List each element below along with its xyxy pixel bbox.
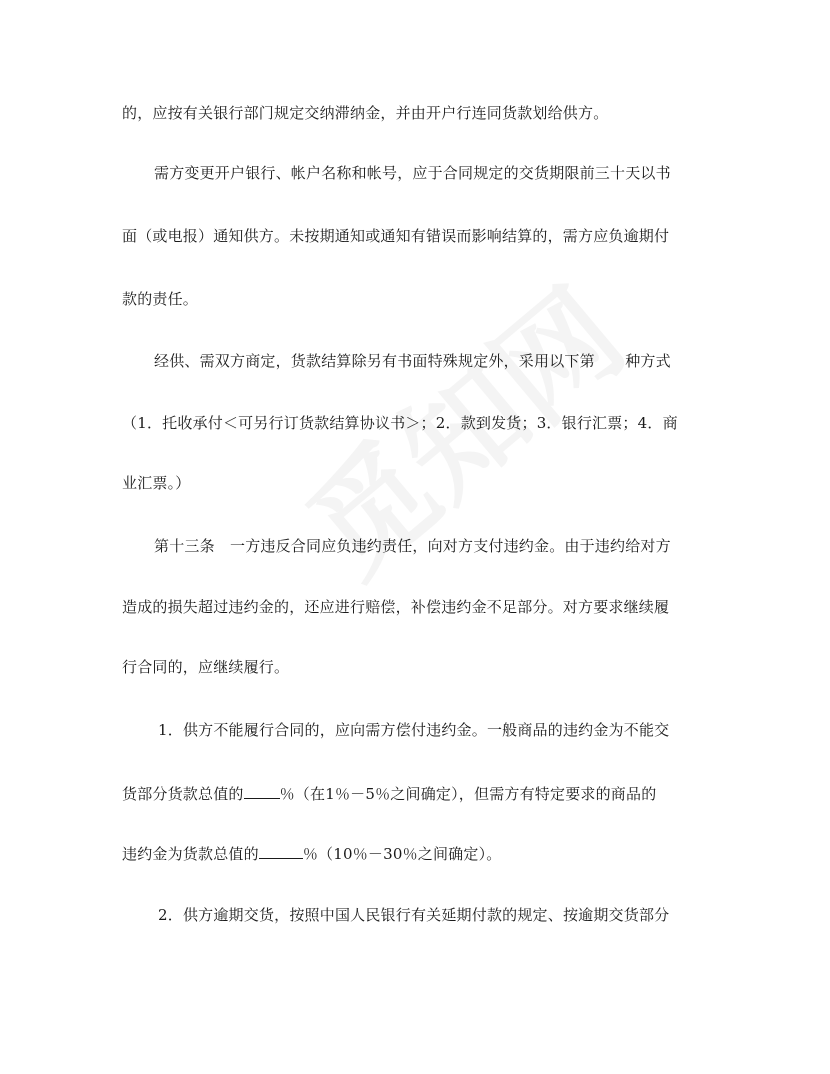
paragraph-line: 2．供方逾期交货，按照中国人民银行有关延期付款的规定、按逾期交货部分 [158, 906, 670, 924]
paragraph-line: 1．供方不能履行合同的，应向需方偿付违约金。一般商品的违约金为不能交 [158, 721, 670, 739]
fill-in-blank [259, 842, 303, 859]
paragraph-line: 面（或电报）通知供方。未按期通知或通知有错误而影响结算的，需方应负逾期付 [122, 227, 670, 245]
paragraph-line-with-blank [122, 782, 722, 804]
paragraph-line: 造成的损失超过违约金的，还应进行赔偿，补偿违约金不足部分。对方要求继续履 [122, 598, 670, 616]
paragraph-line: 需方变更开户银行、帐户名称和帐号，应于合同规定的交货期限前三十天以书 [154, 164, 671, 182]
paragraph-line: 的，应按有关银行部门规定交纳滞纳金，并由开户行连同货款划给供方。 [122, 104, 609, 122]
paragraph-line: 经供、需双方商定，货款结算除另有书面特殊规定外，采用以下第 种方式 [154, 352, 671, 370]
paragraph-line: 业汇票。） [122, 474, 191, 492]
line-text-after-blank: ％（在1％－5％之间确定），但需方有特定要求的商品的 [279, 785, 657, 803]
paragraph-line: 第十三条 一方违反合同应负违约责任，向对方支付违约金。由于违约给对方 [154, 537, 671, 555]
line-text-after-blank: ％（10％－30％之间确定）。 [302, 845, 502, 863]
line-text-before-blank: 违约金为货款总值的 [122, 845, 259, 863]
paragraph-line: 款的责任。 [122, 290, 199, 308]
paragraph-line: （1．托收承付＜可另行订货款结算协议书＞；2．款到发货；3．银行汇票；4．商 [122, 414, 678, 432]
line-text-before-blank: 货部分货款总值的 [122, 785, 244, 803]
paragraph-line: 行合同的，应继续履行。 [122, 658, 290, 676]
fill-in-blank [244, 782, 280, 799]
paragraph-line-with-blank [122, 842, 722, 864]
